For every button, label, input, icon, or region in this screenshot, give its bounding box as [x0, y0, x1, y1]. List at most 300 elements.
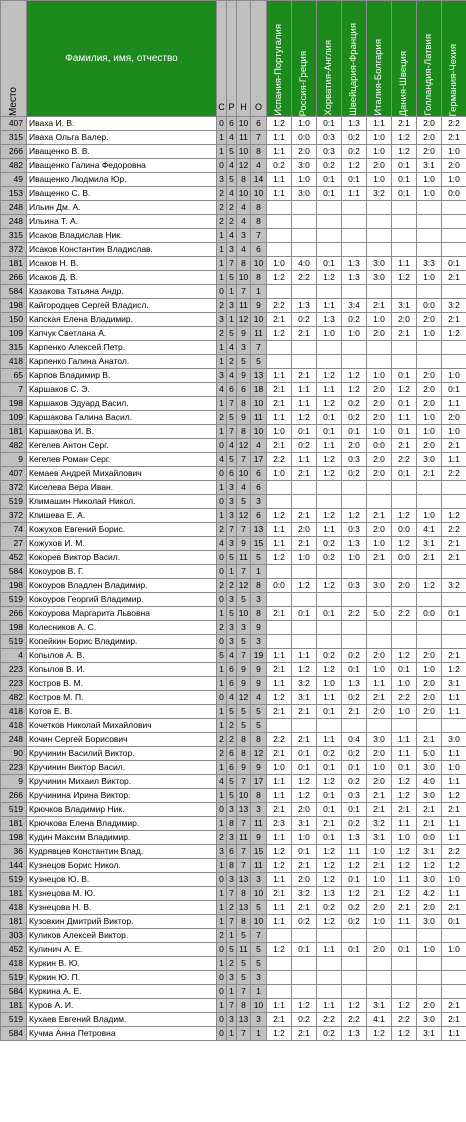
- score-cell: 1:2: [317, 663, 342, 677]
- r-cell: 7: [227, 257, 237, 271]
- table-row: [1, 495, 466, 509]
- score-cell: 1:2: [317, 915, 342, 929]
- c-cell: 1: [217, 915, 227, 929]
- score-cell: 2:2: [392, 607, 417, 621]
- name-cell: Кокоуров Георгий Владимир.: [27, 593, 217, 607]
- score-cell: 1:0: [367, 915, 392, 929]
- score-cell: [417, 565, 442, 579]
- score-cell: 1:2: [392, 775, 417, 789]
- score-cell: 2:1: [442, 439, 466, 453]
- score-cell: [342, 243, 367, 257]
- score-cell: 1:2: [392, 271, 417, 285]
- n-cell: 10: [237, 607, 251, 621]
- table-row: [1, 887, 466, 901]
- score-cell: 1:2: [267, 1027, 292, 1041]
- c-cell: 0: [217, 1027, 227, 1041]
- table-row: [1, 775, 466, 789]
- score-cell: 1:0: [367, 369, 392, 383]
- score-cell: 0:0: [267, 579, 292, 593]
- score-cell: 0:2: [292, 313, 317, 327]
- score-cell: 1:2: [392, 789, 417, 803]
- score-cell: 2:1: [367, 887, 392, 901]
- score-cell: [292, 285, 317, 299]
- name-cell: Костров М. П.: [27, 691, 217, 705]
- score-cell: [392, 201, 417, 215]
- table-row: [1, 411, 466, 425]
- score-cell: 0:0: [392, 551, 417, 565]
- n-cell: 7: [237, 859, 251, 873]
- score-cell: 2:0: [442, 411, 466, 425]
- table-row: [1, 901, 466, 915]
- score-cell: [342, 481, 367, 495]
- o-cell: 1: [251, 1027, 267, 1041]
- score-cell: 2:1: [342, 705, 367, 719]
- score-cell: 3:0: [367, 257, 392, 271]
- o-cell: 19: [251, 649, 267, 663]
- c-cell: 0: [217, 159, 227, 173]
- score-cell: 0:2: [317, 1027, 342, 1041]
- table-row: [1, 341, 466, 355]
- name-cell: Кручинин Василий Виктор.: [27, 747, 217, 761]
- score-cell: 2:2: [267, 299, 292, 313]
- score-cell: 1:1: [442, 705, 466, 719]
- place-cell: 372: [1, 243, 27, 257]
- o-cell: 6: [251, 481, 267, 495]
- score-cell: 1:3: [342, 271, 367, 285]
- c-cell: 2: [217, 299, 227, 313]
- o-cell: 13: [251, 523, 267, 537]
- c-cell: 1: [217, 957, 227, 971]
- name-cell: Клишева Е. А.: [27, 509, 217, 523]
- o-header: О: [251, 1, 267, 117]
- score-cell: 0:1: [342, 761, 367, 775]
- score-cell: 3:2: [367, 817, 392, 831]
- score-cell: 1:2: [267, 271, 292, 285]
- o-cell: 5: [251, 943, 267, 957]
- c-cell: 3: [217, 845, 227, 859]
- score-cell: 0:1: [317, 831, 342, 845]
- score-cell: [317, 719, 342, 733]
- score-cell: [317, 971, 342, 985]
- score-cell: [367, 971, 392, 985]
- table-row: [1, 201, 466, 215]
- score-cell: 2:0: [367, 453, 392, 467]
- c-cell: 0: [217, 551, 227, 565]
- score-cell: 1:1: [267, 173, 292, 187]
- c-cell: 1: [217, 761, 227, 775]
- n-cell: 3: [237, 341, 251, 355]
- score-cell: 1:0: [442, 145, 466, 159]
- name-cell: Кожухов И. М.: [27, 537, 217, 551]
- score-cell: [317, 285, 342, 299]
- score-cell: 0:1: [342, 425, 367, 439]
- o-cell: 10: [251, 397, 267, 411]
- score-cell: [267, 971, 292, 985]
- n-cell: 7: [237, 845, 251, 859]
- place-cell: 418: [1, 957, 27, 971]
- score-cell: 2:2: [292, 271, 317, 285]
- table-row: [1, 271, 466, 285]
- score-cell: [267, 957, 292, 971]
- name-cell: Кручинин Виктор Васил.: [27, 761, 217, 775]
- o-cell: 5: [251, 719, 267, 733]
- score-cell: 0:1: [317, 425, 342, 439]
- table-row: [1, 971, 466, 985]
- table-row: [1, 579, 466, 593]
- o-cell: 4: [251, 439, 267, 453]
- name-cell: Иваха Ольга Валер.: [27, 131, 217, 145]
- place-cell: 27: [1, 537, 27, 551]
- name-cell: Куров А. И.: [27, 999, 217, 1013]
- o-cell: 8: [251, 607, 267, 621]
- score-cell: [367, 229, 392, 243]
- name-cell: Иващенко Галина Федоровна: [27, 159, 217, 173]
- name-cell: Кулинич А. Е.: [27, 943, 217, 957]
- score-cell: [392, 215, 417, 229]
- table-row: [1, 621, 466, 635]
- table-row: [1, 131, 466, 145]
- n-cell: 8: [237, 425, 251, 439]
- score-cell: [367, 957, 392, 971]
- score-cell: 1:2: [267, 551, 292, 565]
- n-cell: 5: [237, 957, 251, 971]
- table-row: [1, 285, 466, 299]
- score-cell: 2:1: [442, 551, 466, 565]
- table-row: [1, 537, 466, 551]
- score-cell: [367, 495, 392, 509]
- score-cell: 3:1: [292, 817, 317, 831]
- r-cell: 5: [227, 453, 237, 467]
- score-cell: 2:0: [367, 411, 392, 425]
- n-cell: 7: [237, 775, 251, 789]
- score-cell: 1:2: [267, 509, 292, 523]
- r-cell: 1: [227, 1027, 237, 1041]
- score-cell: 1:0: [267, 425, 292, 439]
- score-cell: 2:1: [292, 1027, 317, 1041]
- name-cell: Каршаков Эдуард Васил.: [27, 397, 217, 411]
- table-row: [1, 859, 466, 873]
- score-cell: 2:1: [442, 131, 466, 145]
- score-cell: 0:2: [342, 397, 367, 411]
- score-cell: [292, 621, 317, 635]
- score-cell: 2:1: [442, 537, 466, 551]
- o-cell: 8: [251, 215, 267, 229]
- score-cell: [292, 929, 317, 943]
- o-cell: 5: [251, 551, 267, 565]
- match-header: Швейцария-Франция: [342, 1, 367, 117]
- o-cell: 8: [251, 733, 267, 747]
- name-cell: Кузнецова М. Ю.: [27, 887, 217, 901]
- score-cell: [317, 985, 342, 999]
- score-cell: 1:2: [367, 1027, 392, 1041]
- n-cell: 10: [237, 187, 251, 201]
- n-cell: 4: [237, 243, 251, 257]
- r-cell: 2: [227, 355, 237, 369]
- n-cell: 8: [237, 747, 251, 761]
- name-cell: Кожухов Евгений Борис.: [27, 523, 217, 537]
- score-cell: 2:0: [367, 649, 392, 663]
- score-cell: [342, 565, 367, 579]
- score-cell: 1:1: [442, 453, 466, 467]
- n-cell: 4: [237, 201, 251, 215]
- o-cell: 1: [251, 565, 267, 579]
- c-cell: 2: [217, 215, 227, 229]
- score-cell: 1:2: [392, 1027, 417, 1041]
- score-cell: [292, 593, 317, 607]
- name-cell: Ильина Т. А.: [27, 215, 217, 229]
- score-cell: 3:0: [292, 187, 317, 201]
- score-cell: 1:2: [317, 397, 342, 411]
- table-row: [1, 705, 466, 719]
- score-cell: 0:1: [442, 915, 466, 929]
- c-cell: 1: [217, 271, 227, 285]
- table-row: [1, 327, 466, 341]
- score-cell: 2:0: [367, 159, 392, 173]
- match-header: Германия-Чехия: [442, 1, 466, 117]
- name-cell: Колесников А. С.: [27, 621, 217, 635]
- n-cell: 7: [237, 453, 251, 467]
- score-cell: 0:2: [317, 159, 342, 173]
- place-cell: 407: [1, 467, 27, 481]
- table-row: [1, 915, 466, 929]
- score-cell: 1:1: [267, 789, 292, 803]
- score-cell: 2:2: [442, 845, 466, 859]
- r-cell: 5: [227, 551, 237, 565]
- score-cell: 0:2: [342, 467, 367, 481]
- o-cell: 14: [251, 173, 267, 187]
- score-cell: 2:0: [367, 943, 392, 957]
- score-cell: [442, 201, 466, 215]
- table-row: [1, 957, 466, 971]
- table-row: [1, 355, 466, 369]
- score-cell: 1:1: [317, 691, 342, 705]
- table-row: [1, 229, 466, 243]
- score-cell: 1:0: [292, 831, 317, 845]
- n-cell: 12: [237, 579, 251, 593]
- name-cell: Киселева Вера Иван.: [27, 481, 217, 495]
- score-cell: 1:2: [317, 873, 342, 887]
- score-cell: 0:2: [342, 817, 367, 831]
- score-cell: 0:1: [442, 607, 466, 621]
- name-cell: Куркин Ю. П.: [27, 971, 217, 985]
- score-cell: 0:1: [392, 663, 417, 677]
- o-cell: 7: [251, 131, 267, 145]
- score-cell: [317, 593, 342, 607]
- score-cell: 2:1: [392, 901, 417, 915]
- place-cell: 372: [1, 481, 27, 495]
- name-cell: Каршакова И. В.: [27, 425, 217, 439]
- place-cell: 198: [1, 299, 27, 313]
- place-cell: 150: [1, 313, 27, 327]
- score-cell: 2:0: [292, 523, 317, 537]
- score-cell: 1:0: [417, 509, 442, 523]
- score-cell: 3:0: [367, 271, 392, 285]
- n-cell: 11: [237, 131, 251, 145]
- score-cell: 1:1: [267, 369, 292, 383]
- r-cell: 3: [227, 481, 237, 495]
- r-cell: 4: [227, 131, 237, 145]
- c-cell: 0: [217, 985, 227, 999]
- score-cell: [317, 565, 342, 579]
- table-row: [1, 943, 466, 957]
- score-cell: 2:0: [417, 397, 442, 411]
- n-cell: 7: [237, 985, 251, 999]
- place-cell: 266: [1, 607, 27, 621]
- o-cell: 10: [251, 187, 267, 201]
- table-row: [1, 467, 466, 481]
- score-cell: [267, 565, 292, 579]
- place-cell: 223: [1, 663, 27, 677]
- r-cell: 4: [227, 187, 237, 201]
- score-cell: 1:3: [342, 257, 367, 271]
- score-cell: [367, 341, 392, 355]
- table-row: [1, 425, 466, 439]
- score-cell: 2:0: [367, 397, 392, 411]
- r-cell: 5: [227, 943, 237, 957]
- name-cell: Кузнецов Борис Никол.: [27, 859, 217, 873]
- score-cell: [367, 929, 392, 943]
- score-cell: [367, 215, 392, 229]
- table-row: [1, 649, 466, 663]
- score-cell: 4:1: [417, 523, 442, 537]
- c-cell: 1: [217, 355, 227, 369]
- score-cell: [267, 593, 292, 607]
- name-cell: Кокоурова Маргарита Львовна: [27, 607, 217, 621]
- table-row: [1, 985, 466, 999]
- score-cell: [317, 635, 342, 649]
- score-cell: [442, 971, 466, 985]
- score-cell: 1:1: [317, 299, 342, 313]
- score-cell: 2:0: [367, 383, 392, 397]
- score-cell: [442, 229, 466, 243]
- o-cell: 3: [251, 593, 267, 607]
- place-cell: 198: [1, 831, 27, 845]
- score-cell: [342, 985, 367, 999]
- score-cell: [267, 985, 292, 999]
- o-cell: 8: [251, 271, 267, 285]
- r-cell: 6: [227, 761, 237, 775]
- score-cell: [367, 593, 392, 607]
- n-cell: 7: [237, 565, 251, 579]
- score-cell: 1:0: [342, 327, 367, 341]
- name-cell: Куликов Алексей Виктор.: [27, 929, 217, 943]
- r-cell: 7: [227, 887, 237, 901]
- score-cell: 1:1: [442, 775, 466, 789]
- score-cell: 1:0: [367, 131, 392, 145]
- score-cell: 2:1: [442, 803, 466, 817]
- score-cell: 0:1: [292, 761, 317, 775]
- score-cell: 1:2: [317, 453, 342, 467]
- place-cell: 198: [1, 621, 27, 635]
- score-cell: 2:2: [267, 733, 292, 747]
- score-cell: [317, 621, 342, 635]
- place-cell: 49: [1, 173, 27, 187]
- score-cell: 2:1: [292, 537, 317, 551]
- score-cell: 1:1: [392, 817, 417, 831]
- score-cell: [367, 621, 392, 635]
- score-cell: 2:1: [292, 509, 317, 523]
- name-cell: Кайгородцев Сергей Владисл.: [27, 299, 217, 313]
- score-cell: 0:1: [392, 943, 417, 957]
- score-cell: [392, 341, 417, 355]
- score-cell: 2:1: [367, 691, 392, 705]
- score-cell: [392, 593, 417, 607]
- name-cell: Исаков Д. В.: [27, 271, 217, 285]
- score-cell: 1:2: [392, 649, 417, 663]
- score-cell: [292, 719, 317, 733]
- score-cell: [392, 957, 417, 971]
- r-cell: 3: [227, 509, 237, 523]
- score-cell: [267, 355, 292, 369]
- score-cell: 1:3: [317, 887, 342, 901]
- n-cell: 11: [237, 299, 251, 313]
- c-cell: 1: [217, 901, 227, 915]
- r-cell: 2: [227, 957, 237, 971]
- place-cell: 266: [1, 145, 27, 159]
- o-cell: 3: [251, 635, 267, 649]
- o-cell: 15: [251, 845, 267, 859]
- score-cell: [342, 495, 367, 509]
- score-cell: 3:0: [367, 579, 392, 593]
- o-cell: 17: [251, 775, 267, 789]
- score-cell: [392, 621, 417, 635]
- table-row: [1, 761, 466, 775]
- c-cell: 1: [217, 229, 227, 243]
- r-cell: 4: [227, 341, 237, 355]
- score-cell: [417, 719, 442, 733]
- place-cell: 372: [1, 509, 27, 523]
- score-cell: [267, 621, 292, 635]
- place-cell: 452: [1, 943, 27, 957]
- score-cell: 1:1: [267, 873, 292, 887]
- o-cell: 6: [251, 243, 267, 257]
- score-cell: 1:2: [292, 411, 317, 425]
- score-cell: [392, 635, 417, 649]
- score-cell: 2:0: [417, 677, 442, 691]
- name-cell: Исаков Н. В.: [27, 257, 217, 271]
- table-row: [1, 747, 466, 761]
- score-cell: 1:0: [417, 173, 442, 187]
- score-cell: 2:1: [392, 439, 417, 453]
- n-cell: 9: [237, 677, 251, 691]
- score-cell: 1:2: [342, 383, 367, 397]
- o-cell: 9: [251, 663, 267, 677]
- name-cell: Карпенко Галина Анатол.: [27, 355, 217, 369]
- match-header: Испания-Португалия: [267, 1, 292, 117]
- score-cell: [417, 957, 442, 971]
- place-cell: 181: [1, 817, 27, 831]
- r-cell: 7: [227, 915, 237, 929]
- r-cell: 5: [227, 705, 237, 719]
- place-cell: 519: [1, 635, 27, 649]
- place-cell: 482: [1, 159, 27, 173]
- score-cell: [267, 719, 292, 733]
- score-cell: 0:1: [317, 789, 342, 803]
- name-cell: Копейкин Борис Владимир.: [27, 635, 217, 649]
- score-cell: 3:0: [417, 453, 442, 467]
- n-cell: 5: [237, 971, 251, 985]
- o-cell: 11: [251, 859, 267, 873]
- score-cell: 1:2: [392, 537, 417, 551]
- score-cell: 2:2: [442, 117, 466, 131]
- c-cell: 1: [217, 341, 227, 355]
- score-cell: [417, 481, 442, 495]
- place-header: Место: [1, 1, 27, 117]
- score-cell: [342, 621, 367, 635]
- o-cell: 3: [251, 873, 267, 887]
- name-header: Фамилия, имя, отчество: [27, 1, 217, 117]
- score-cell: 2:2: [317, 1013, 342, 1027]
